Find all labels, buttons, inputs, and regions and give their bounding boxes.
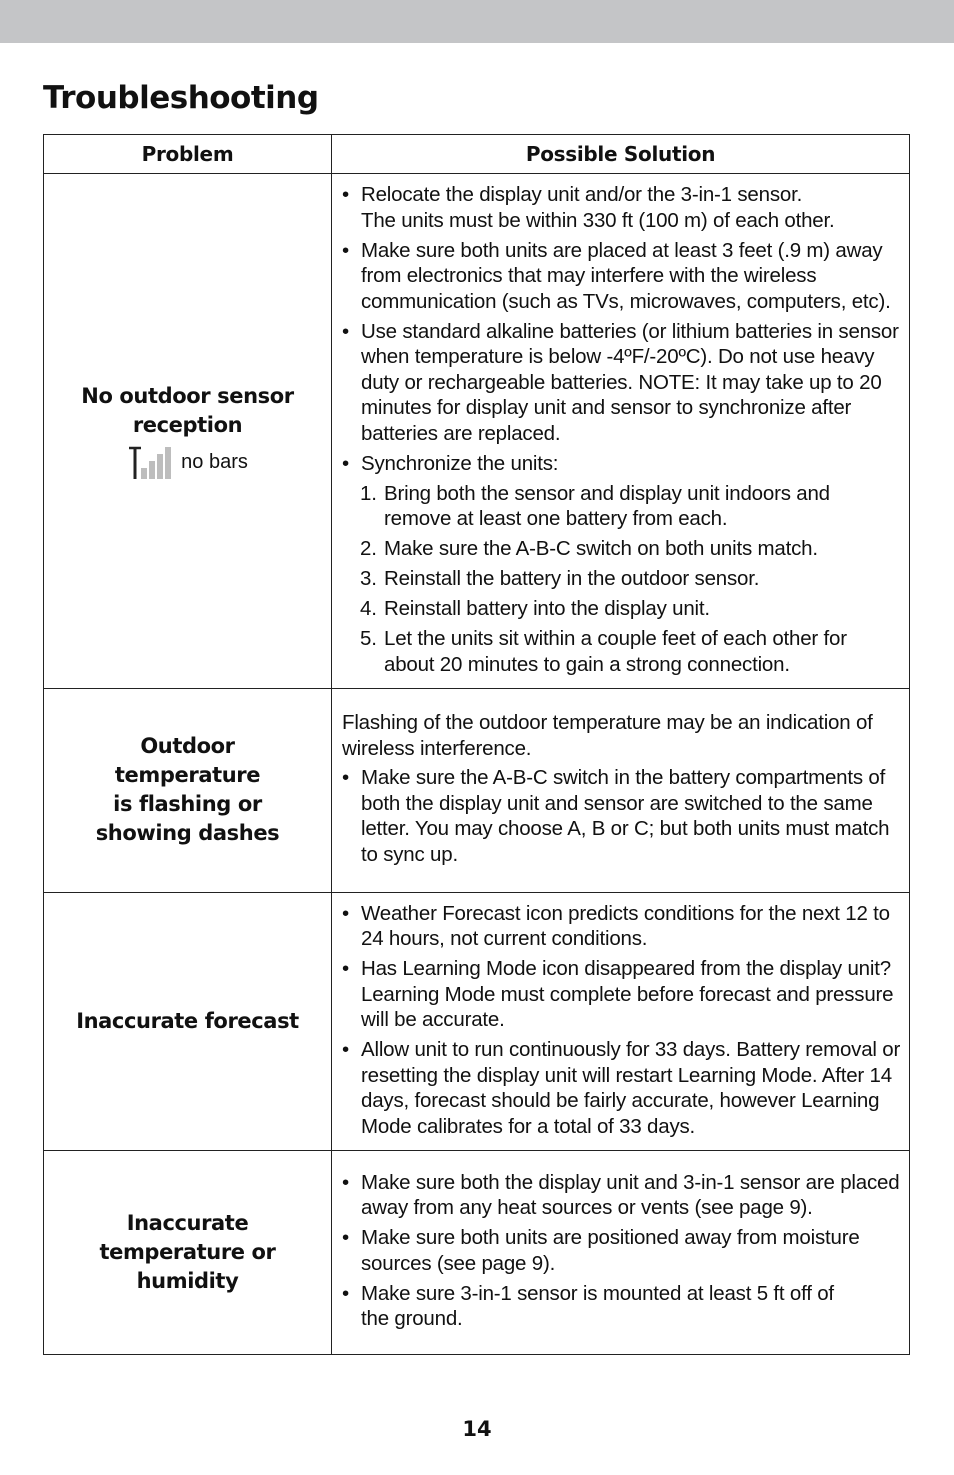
problem-cell [44,688,332,892]
list-item: • Use standard alkaline batteries (or lithium batteries in sensor when temperature is below -4ºF/-20ºC). Do not use heavy duty or rechargeable batteries. NOTE: It may take up to 20 minutes for display unit and sensor to synchronize after batteries are replaced. [342,319,899,445]
list-item: • Make sure both units are positioned away from moisture sources (see page 9). [342,1226,860,1275]
intro-paragraph: Flashing of the outdoor temperature may be an indication of wireless interference. [342,711,873,760]
numbered-step: 3. Reinstall the battery in the outdoor sensor. [360,567,760,590]
table-header-row [44,135,910,174]
solution-cell [332,174,910,689]
problem-text: No outdoor sensor reception [81,383,294,437]
page-title: Troubleshooting [43,80,319,116]
table-row [44,892,910,1150]
problem-cell [44,174,332,689]
list-item: • Has Learning Mode icon disappeared from the display unit? Learning Mode must complete before forecast and pressure will be accurate. [342,957,894,1031]
signal-bars-icon [127,446,173,480]
numbered-step: 1. Bring both the sensor and display unit indoors and remove at least one battery from each. [360,481,830,530]
column-header-solution: Possible Solution [332,135,910,174]
page-number: 14 [462,1417,492,1441]
problem-text: Inaccurate forecast [76,1008,299,1033]
list-item: • Make sure the A-B-C switch in the battery compartments of both the display unit and sensor are switched to the same letter. You may choose A, B or C; but both units must match to sync up. [342,766,890,866]
top-header-bar [0,0,954,43]
signal-indicator [58,446,317,480]
solution-cell [332,688,910,892]
table-row [44,1150,910,1354]
numbered-step: 5. Let the units sit within a couple feet of each other for about 20 minutes to gain a strong connection. [360,627,847,676]
problem-cell [44,1150,332,1354]
troubleshooting-table [43,134,910,1355]
table-row [44,688,910,892]
numbered-step: 2. Make sure the A-B-C switch on both units match. [360,537,818,560]
list-item: • Allow unit to run continuously for 33 days. Battery removal or resetting the display unit will restart Learning Mode. After 14 days, forecast should be fairly accurate, however Learning Mode calibrates for a total of 33 days. [342,1038,901,1138]
column-header-problem: Problem [44,135,332,174]
list-item: • Make sure both the display unit and 3-in-1 sensor are placed away from any heat sources or vents (see page 9). [342,1170,900,1220]
numbered-step: 4. Reinstall battery into the display unit. [360,597,710,620]
list-item: • Make sure 3-in-1 sensor is mounted at least 5 ft off of the ground. [342,1281,834,1331]
signal-label: no bars [181,451,248,474]
problem-cell [44,892,332,1150]
list-item: • Weather Forecast icon predicts conditions for the next 12 to 24 hours, not current conditions. [342,901,890,950]
problem-text: Outdoor temperature is flashing or showing dashes [95,734,280,845]
list-item: • Synchronize the units: [342,451,559,475]
problem-text: Inaccurate temperature or humidity [99,1210,276,1293]
list-item: • Make sure both units are placed at least 3 feet (.9 m) away from electronics that may interfere with the wireless communication (such as TVs, microwaves, computers, etc). [342,238,891,313]
list-item: • Relocate the display unit and/or the 3-in-1 sensor. The units must be within 330 ft (100 m) of each other. [342,183,835,232]
solution-cell [332,892,910,1150]
table-row [44,174,910,689]
solution-cell [332,1150,910,1354]
